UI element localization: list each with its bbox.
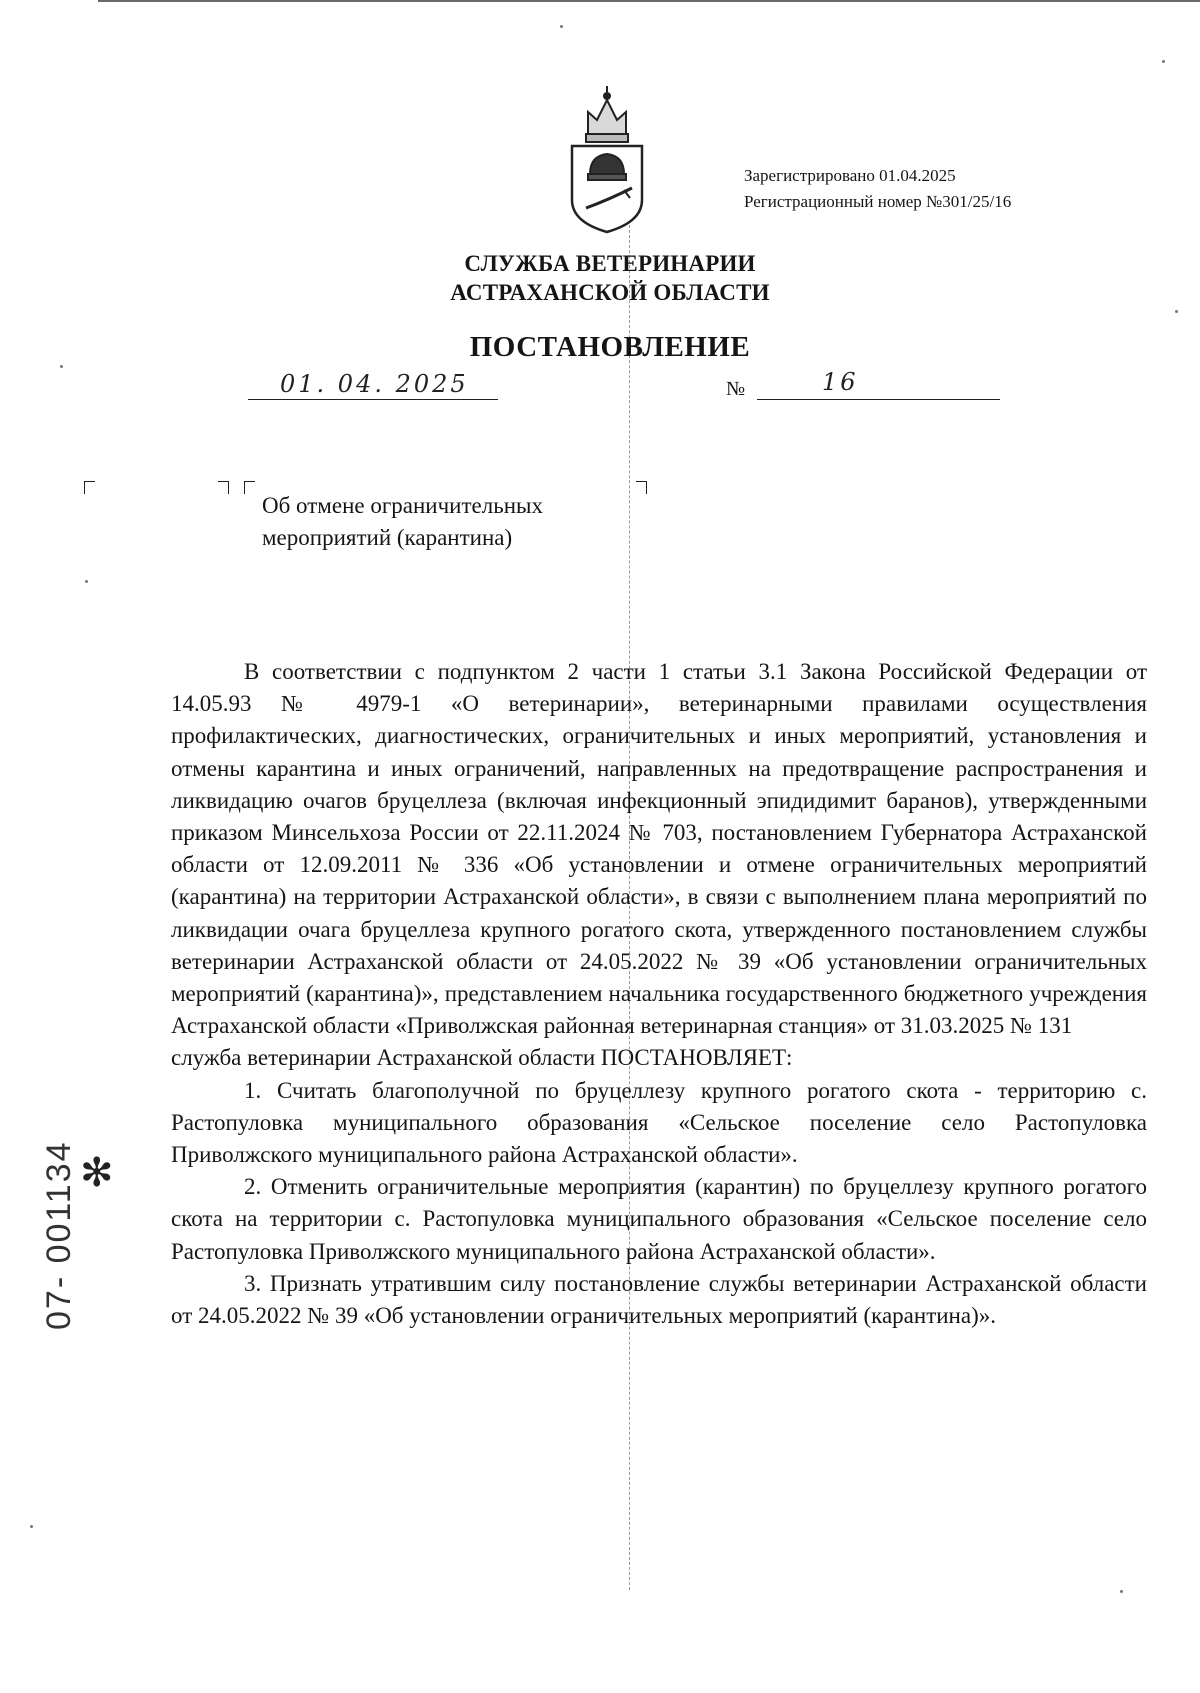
issuing-authority (360, 249, 860, 307)
number-underline (757, 399, 1000, 400)
resolution-clause: служба ветеринарии Астраханской области ПОСТАНОВЛЯЕТ: (171, 1045, 793, 1071)
scan-speck (60, 365, 63, 368)
scan-speck (30, 1525, 33, 1528)
item-3-paragraph: 3. Признать утратившим силу постановление службы ветеринарии Астраханской области от 24.05.2022 № 39 «Об установлении ограничительных мероприятий (карантина)». (171, 1270, 1147, 1329)
scan-speck (85, 580, 88, 583)
corner-bracket (244, 481, 255, 494)
date-underline (248, 399, 498, 400)
registration-date: Зарегистрировано 01.04.2025 (744, 166, 956, 185)
number-sign: № (726, 378, 746, 400)
margin-registry-number: 07- 001134 (40, 1140, 78, 1330)
subject-line-1: Об отмене ограничительных (262, 493, 543, 518)
scan-speck (1175, 310, 1178, 313)
margin-asterisk: ✻ (80, 1150, 114, 1196)
authority-line-1: СЛУЖБА ВЕТЕРИНАРИИ (464, 251, 756, 276)
coat-of-arms-emblem (566, 82, 648, 234)
item-1-paragraph: 1. Считать благополучной по бруцеллезу крупного рогатого скота - территорию с. Растопуловка муниципального образования «Сельское поселение село Растопуловка Приволжского муниципального района Астраханской области». (171, 1077, 1147, 1168)
corner-bracket (84, 481, 95, 494)
document-type-title: ПОСТАНОВЛЕНИЕ (469, 331, 751, 363)
authority-line-2: АСТРАХАНСКОЙ ОБЛАСТИ (450, 280, 770, 305)
preamble-paragraph: В соответствии с подпунктом 2 части 1 статьи 3.1 Закона Российской Федерации от 14.05.93 № 4979-1 «О ветеринарии», ветеринарными правилами осуществления профилактических, диагностических, ограничительных и иных мероприятий, установления и отмены карантина и иных ограничений, направленных на предотвращение распространения и ликвидацию очагов бруцеллеза (включая инфекционный эпидидимит баранов), утвержденными приказом Минсельхоза России от 22.11.2024 № 703, постановлением Губернатора Астраханской области от 12.09.2011 № 336 «Об установлении и отмене ограничительных мероприятий (карантина) на территории Астраханской области», в связи с выполнением плана мероприятий по ликвидации очага бруцеллеза крупного рогатого скота, утвержденного постановлением службы ветеринарии Астраханской области от 24.05.2022 № 39 «Об установлении ограничительных мероприятий (карантина)», представлением начальника государственного бюджетного учреждения Астраханской области «Приволжская районная ветеринарная станция» от 31.03.2025 № 131 (171, 659, 1147, 1039)
handwritten-date: 01. 04. 2025 (280, 370, 469, 398)
registration-number: Регистрационный номер №301/25/16 (744, 192, 1012, 211)
document-subject (262, 490, 543, 554)
scan-speck (1120, 1590, 1123, 1593)
scan-speck (560, 25, 563, 28)
registration-stamp (744, 163, 1011, 215)
item-2-paragraph: 2. Отменить ограничительные мероприятия (карантин) по бруцеллезу крупного рогатого скота на территории с. Растопуловка муниципального образования «Сельское поселение село Растопуловка Приволжского муниципального района Астраханской области». (171, 1174, 1147, 1264)
corner-bracket (636, 481, 647, 494)
top-edge-rule (98, 0, 1200, 2)
handwritten-number: 16 (822, 368, 859, 396)
corner-bracket (218, 481, 229, 494)
scan-speck (1162, 60, 1165, 63)
subject-line-2: мероприятий (карантина) (262, 525, 513, 550)
document-body (171, 656, 1147, 1332)
